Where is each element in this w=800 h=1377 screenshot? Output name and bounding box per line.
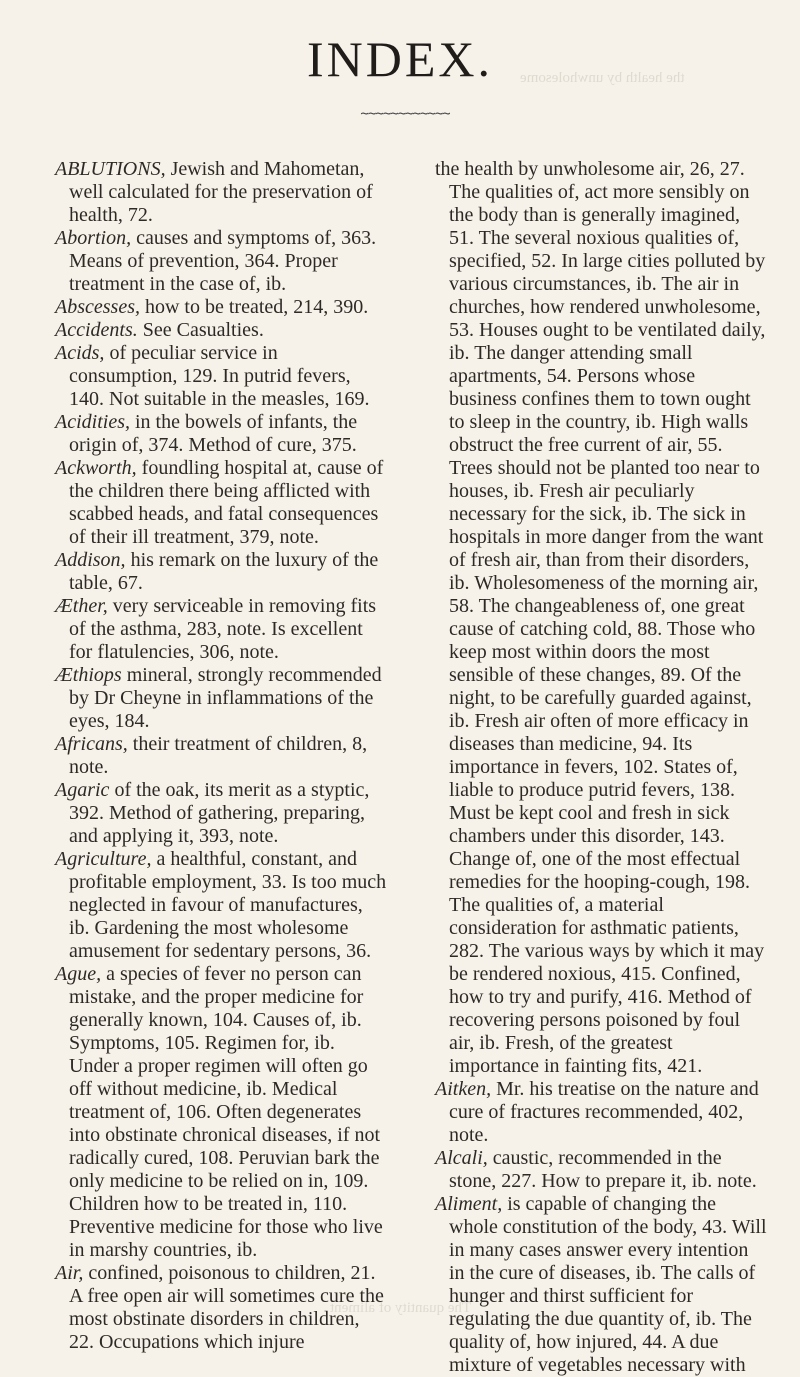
- entry-text: foundling hospital at, cause of the children there being afflicted with scabbed heads, and fatal consequences of their ill treatment, 379, note.: [69, 457, 384, 548]
- entry-heading: Æther,: [55, 595, 108, 617]
- entry-text: in the bowels of infants, the origin of, 374. Method of cure, 375.: [69, 411, 358, 456]
- entry-heading: Acidities,: [55, 411, 130, 433]
- entry-heading: ABLUTIONS,: [55, 158, 166, 180]
- entry-text: his remark on the luxury of the table, 67.: [69, 549, 379, 594]
- index-entry: [435, 1147, 767, 1193]
- entry-text: Mr. his treatise on the nature and cure of fractures recommended, 402, note.: [449, 1078, 759, 1146]
- entry-heading: Africans,: [55, 733, 128, 755]
- entry-heading: Æthiops: [55, 664, 122, 686]
- entry-text: a healthful, constant, and profitable employment, 33. Is too much neglected in favour of manufactures, ib. Gardening the most wholesome amusement for sedentary persons, 36.: [69, 848, 387, 962]
- index-entry: [55, 1262, 387, 1354]
- entry-heading: Abscesses,: [55, 296, 140, 318]
- bleed-through-text: the health by unwholesome: [520, 70, 685, 86]
- entry-text: is capable of changing the whole constitution of the body, 43. Will in many cases answer every intention in the cure of diseases, ib. The calls of hunger and thirst sufficient for regulating the due quantity of, ib. The quality of, how injured, 44. A due mixture of vegetables necessary with: [449, 1193, 767, 1376]
- entry-heading: Air,: [55, 1262, 84, 1284]
- entry-heading: Acids,: [55, 342, 105, 364]
- entry-heading: Alcali,: [435, 1147, 488, 1169]
- entry-heading: Aitken,: [435, 1078, 492, 1100]
- bleed-through-text: The quantity of aliment: [330, 1300, 472, 1316]
- entry-text: caustic, recommended in the stone, 227. How to prepare it, ib. note.: [449, 1147, 757, 1192]
- entry-heading: Ague,: [55, 963, 102, 985]
- index-entry: [55, 664, 387, 733]
- entry-heading: Agaric: [55, 779, 110, 801]
- entry-heading: Ackworth,: [55, 457, 137, 479]
- entry-heading: Addison,: [55, 549, 126, 571]
- entry-heading: Agriculture,: [55, 848, 152, 870]
- right-column: [435, 158, 767, 1377]
- index-entry: [435, 1193, 767, 1377]
- index-entry: [55, 733, 387, 779]
- entry-text: how to be treated, 214, 390.: [139, 296, 369, 318]
- index-entry: [55, 457, 387, 549]
- index-entry: [55, 595, 387, 664]
- index-entry: [55, 411, 387, 457]
- index-entry: [55, 319, 387, 342]
- ornamental-rule: ~~~~~~~~~~~~: [360, 106, 450, 122]
- entry-text: their treatment of children, 8, note.: [69, 733, 368, 778]
- entry-text: the health by unwholesome air, 26, 27. The qualities of, act more sensibly on the body than is generally imagined, 51. The several noxious qualities of, specified, 52. In large cities polluted by various circumstances, ib. The air in churches, how rendered unwholesome, 53. Houses ought to be ventilated daily, ib. The danger attending small apartments, 54. Persons whose business confines them to town ought to sleep in the country, ib. High walls obstruct the free current of air, 55. Trees should not be planted too near to houses, ib. Fresh air peculiarly necessary for the sick, ib. The sick in hospitals in more danger from the want of fresh air, than from their disorders, ib. Wholesomeness of the morning air, 58. The changeableness of, one great cause of catching cold, 88. Those who keep most within doors the most sensible of these changes, 89. Of the night, to be carefully guarded against, ib. Fresh air often of more efficacy in diseases than medicine, 94. Its importance in fevers, 102. States of, liable to produce putrid fevers, 138. Must be kept cool and fresh in sick chambers under this disorder, 143. Change of, one of the most effectual remedies for the hooping-cough, 198. The qualities of, a material consideration for asthmatic patients, 282. The various ways by which it may be rendered noxious, 415. Confined, how to try and purify, 416. Method of recovering persons poisoned by foul air, ib. Fresh, of the greatest importance in fainting fits, 421.: [435, 158, 766, 1077]
- index-entry: [55, 848, 387, 963]
- entry-heading: Abortion,: [55, 227, 132, 249]
- index-entry: [435, 1078, 767, 1147]
- entry-heading: Aliment,: [435, 1193, 503, 1215]
- entry-text: of peculiar service in consumption, 129. In putrid fevers, 140. Not suitable in the measles, 169.: [69, 342, 370, 410]
- index-entry: [55, 963, 387, 1262]
- entry-text: of the oak, its merit as a styptic, 392. Method of gathering, preparing, and applying it, 393, note.: [69, 779, 370, 847]
- entry-text: mineral, strongly recommended by Dr Cheyne in inflammations of the eyes, 184.: [69, 664, 382, 732]
- index-entry: [55, 158, 387, 227]
- entry-text: See Casualties.: [137, 319, 264, 341]
- index-entry: [55, 227, 387, 296]
- entry-text: very serviceable in removing fits of the asthma, 283, note. Is excellent for flatulencies, 306, note.: [69, 595, 377, 663]
- index-entry: [435, 158, 767, 1078]
- page-title: INDEX.: [306, 31, 494, 87]
- index-entry: [55, 296, 387, 319]
- entry-text: causes and symptoms of, 363. Means of prevention, 364. Proper treatment in the case of, ib.: [69, 227, 377, 295]
- entry-text: confined, poisonous to children, 21. A free open air will sometimes cure the most obstinate disorders in children, 22. Occupations which injure: [69, 1262, 384, 1353]
- entry-text: a species of fever no person can mistake, and the proper medicine for generally known, 104. Causes of, ib. Symptoms, 105. Regimen for, ib. Under a proper regimen will often go off without medicine, ib. Medical treatment of, 106. Often degenerates into obstinate chronical diseases, if not radically cured, 108. Peruvian bark the only medicine to be relied on in, 109. Children how to be treated in, 110. Preventive medicine for those who live in marshy countries, ib.: [69, 963, 383, 1261]
- entry-heading: Accidents.: [55, 319, 138, 341]
- index-entry: [55, 342, 387, 411]
- index-entry: [55, 549, 387, 595]
- index-entry: [55, 779, 387, 848]
- left-column: [55, 158, 387, 1354]
- entry-text: Jewish and Mahometan, well calculated for the preservation of health, 72.: [69, 158, 373, 226]
